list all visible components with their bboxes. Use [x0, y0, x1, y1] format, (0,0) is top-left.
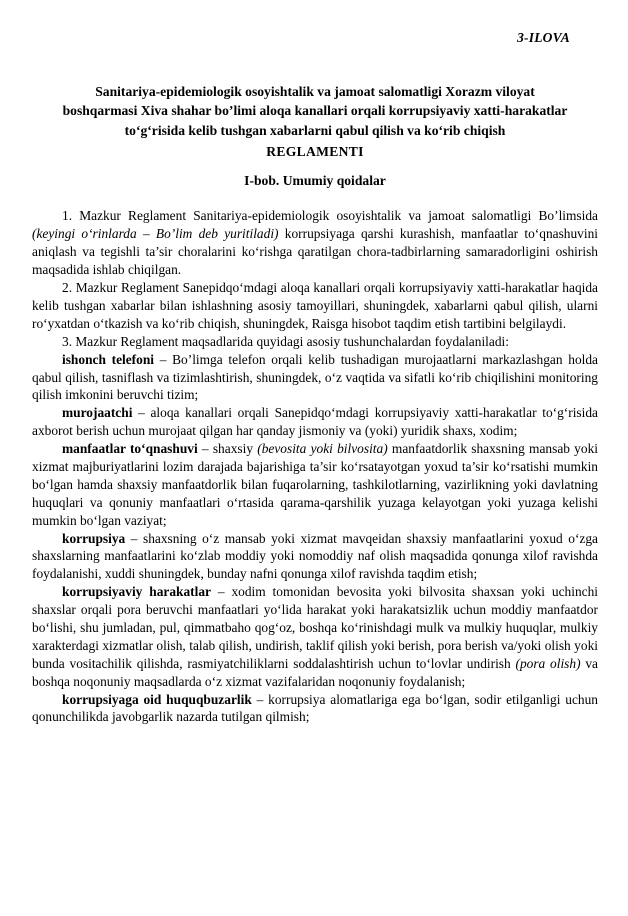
paragraph-2: [32, 279, 598, 333]
definition-korrupsiya: [32, 530, 598, 584]
definition-korrupsiyaga-oid-huquqbuzarlik-body: – korrupsiya alomatlariga ega bo‘lgan, sodir etilganligi uchun qonunchilikda javobgarlik nazarda tutilgan qilmish;: [32, 691, 598, 725]
paragraph-1-seg-1: 1. Mazkur Reglament Sanitariya-epidemiologik osoyishtalik va jamoat salomatligi Bo’limsida: [62, 208, 598, 224]
definition-korrupsiyaviy-harakatlar-body-start: – xodim tomonidan bevosita yoki bilvosita shaxsan yoki uchinchi shaxslar orqali pora beruvchi manfaatlari yo‘lida harakat yoki harakatsizlik uchun moddiy manfaatdor bo‘lishi, shu jumladan, pul, qimmatbaho qog‘oz, boshqa ko‘rinishdagi mulk va mulkiy huquqlar, mulkiy xarakterdagi xizmatlar olish, talab qilish, undirish, taklif qilish yoki berish, pora berish va/yoki olish yoki bunda vositachilik qilishda, rasmiyatchiliklarni soddalashtirish uchun to‘lovlar undirish: [32, 584, 598, 671]
page-content: [32, 0, 598, 726]
paragraph-2-text: 2. Mazkur Reglament Sanepidqo‘mdagi aloqa kanallari orqali korrupsiyaviy xatti-harakatlar haqida kelib tushgan xabarlar bilan ishlashning asosiy tamoyillari, shuningdek, xabarlarni qabul qilish, ularni ro‘yxatdan o‘tkazish va ko‘rib chiqish, shuningdek, Raisga hisobot taqdim etish tartibini belgilaydi.: [32, 280, 598, 331]
term-korrupsiyaviy-harakatlar: korrupsiyaviy harakatlar: [62, 584, 211, 600]
definition-ishonch-telefoni: [32, 351, 598, 405]
definition-manfaatlar-toqnashuvi-italic: (bevosita yoki bilvosita): [257, 441, 388, 457]
annex-label: 3-ILOVA: [517, 30, 570, 45]
paragraph-1-seg-2: korrupsiyaga qarshi kurashish, manfaatlar to‘qnashuvini aniqlash va tegishli ta’sir choralarini ko‘rishga qaratilgan chora-tadbirlarning samaradorligini oshirish maqsadida ishlab chiqilgan.: [32, 226, 599, 278]
term-manfaatlar-toqnashuvi: manfaatlar to‘qnashuvi: [62, 441, 198, 457]
paragraph-3-text: 3. Mazkur Reglament maqsadlarida quyidagi asosiy tushunchalardan foydalaniladi:: [62, 333, 509, 349]
definition-manfaatlar-toqnashuvi-body-start: – shaxsiy: [197, 441, 258, 457]
definition-korrupsiyaviy-harakatlar-italic: (pora olish): [515, 655, 581, 671]
term-murojaatchi: murojaatchi: [62, 405, 133, 421]
paragraph-1: [32, 207, 598, 279]
definition-korrupsiyaviy-harakatlar-body-end: va boshqa noqonuniy maqsadlarda o‘z xizmat vazifalaridan noqonuniy foydalanish;: [32, 655, 598, 689]
term-korrupsiya: korrupsiya: [62, 530, 126, 546]
title-line-2: boshqarmasi Xiva shahar bo’limi aloqa kanallari orqali korrupsiyaviy xatti-harakatlar: [62, 103, 568, 119]
term-korrupsiyaga-oid-huquqbuzarlik: korrupsiyaga oid huquqbuzarlik: [62, 691, 252, 707]
document-title-block: [32, 82, 598, 190]
definition-ishonch-telefoni-body: – Bo’limga telefon orqali kelib tushadigan murojaatlarni markazlashgan holda qabul qilish, tasniflash va tizimlashtirish, shuningdek, o‘z vaqtida va sifatli ko‘rib chiqilishini monitoring qilish imkonini beruvchi tizim;: [32, 351, 599, 403]
document-kind: REGLAMENTI: [266, 143, 364, 159]
definition-murojaatchi-body: – aloqa kanallari orqali Sanepidqo‘mdagi korrupsiyaviy xatti-harakatlar to‘g‘risida axborot berish uchun murojaat qilgan har qanday jismoniy va (yoki) yuridik shaxs, xodim;: [32, 405, 598, 439]
definition-korrupsiyaga-oid-huquqbuzarlik: [32, 691, 598, 727]
definition-murojaatchi: [32, 404, 598, 440]
definition-korrupsiyaviy-harakatlar: [32, 583, 598, 690]
paragraph-1-italic-2: deb yuritiladi): [198, 226, 279, 242]
definition-manfaatlar-toqnashuvi: [32, 440, 598, 529]
document-body: [32, 207, 598, 726]
definition-manfaatlar-toqnashuvi-body-end: manfaatdorlik shaxsning mansab yoki xizmat majburiyatlarini lozim darajada bajarishiga ta’sir ko‘rsatayotgan yoxud ta’sir ko‘rsatishi mumkin bo‘lgan hamda shaxsiy manfaatdorlik bilan fuqarolarning, tashkilotlarning, vazirlikning yoki davlatning huquqlari va qonuniy manfaatlari o‘rtasida qarama-qarshilik yuzaga kelayotgan yoki yuzaga kelishi mumkin bo‘lgan vaziyat;: [32, 441, 598, 528]
title-line-3: to‘g‘risida kelib tushgan xabarlarni qabul qilish va ko‘rib chiqish: [124, 122, 506, 138]
chapter-heading: I-bob. Umumiy qoidalar: [244, 173, 386, 189]
paragraph-3: [32, 333, 598, 351]
term-ishonch-telefoni: ishonch telefoni: [62, 351, 155, 367]
title-line-1: Sanitariya-epidemiologik osoyishtalik va jamoat salomatligi Xorazm viloyat: [95, 84, 535, 99]
definition-korrupsiya-body: – shaxsning o‘z mansab yoki xizmat mavqeidan shaxsiy manfaatlarini yoxud o‘zga shaxslarning manfaatlarini ko‘zlab moddiy yoki nomoddiy naf olish maqsadida qonunga xilof ravishda foydalanishi, xuddi shuningdek, bunday nafni qonunga xilof ravishda taqdim etish;: [32, 530, 598, 582]
paragraph-1-italic-1: (keyingi o‘rinlarda – Bo’lim: [32, 226, 199, 242]
